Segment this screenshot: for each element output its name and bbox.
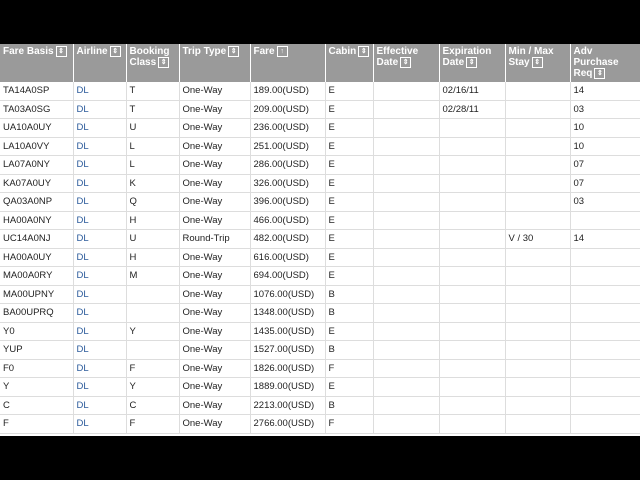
cell-fare: 2213.00(USD) — [250, 396, 325, 415]
airline-link[interactable]: DL — [76, 214, 89, 226]
cell-effective-date — [373, 211, 439, 230]
cell-fare: 1527.00(USD) — [250, 341, 325, 360]
cell-min-max-stay — [505, 285, 570, 304]
table-row — [0, 267, 640, 286]
column-header-effective-date[interactable] — [373, 44, 439, 82]
cell-fare-basis: F0 — [0, 359, 73, 378]
column-header-label: Expiration Date — [442, 46, 492, 69]
cell-expiration-date — [439, 396, 505, 415]
table-row — [0, 119, 640, 138]
airline-link[interactable]: DL — [76, 196, 89, 208]
cell-expiration-date — [439, 156, 505, 175]
table-row — [0, 230, 640, 249]
cell-booking-class: T — [126, 82, 179, 100]
cell-effective-date — [373, 304, 439, 323]
cell-adv-purchase-req — [570, 285, 640, 304]
cell-adv-purchase-req — [570, 341, 640, 360]
cell-fare-basis: LA10A0VY — [0, 137, 73, 156]
cell-cabin: E — [325, 248, 373, 267]
cell-booking-class: F — [126, 415, 179, 434]
cell-trip-type: One-Way — [179, 211, 250, 230]
column-header-label: Effective Date — [376, 46, 419, 69]
cell-effective-date — [373, 82, 439, 100]
cell-min-max-stay — [505, 100, 570, 119]
cell-min-max-stay — [505, 193, 570, 212]
cell-fare-basis: C — [0, 396, 73, 415]
cell-fare: 189.00(USD) — [250, 82, 325, 100]
column-header-fare-basis[interactable] — [0, 44, 73, 82]
cell-airline — [73, 230, 126, 249]
cell-expiration-date — [439, 193, 505, 212]
cell-adv-purchase-req — [570, 248, 640, 267]
cell-cabin: E — [325, 322, 373, 341]
cell-adv-purchase-req — [570, 267, 640, 286]
sort-toggle-icon[interactable]: ⇕ — [158, 57, 169, 68]
cell-min-max-stay: V / 30 — [505, 230, 570, 249]
column-header-label: Adv Purchase Req — [573, 46, 619, 80]
cell-cabin: B — [325, 304, 373, 323]
cell-expiration-date — [439, 304, 505, 323]
cell-booking-class: M — [126, 267, 179, 286]
cell-effective-date — [373, 193, 439, 212]
cell-airline — [73, 211, 126, 230]
column-header-expiration-date[interactable] — [439, 44, 505, 82]
airline-link[interactable]: DL — [76, 399, 89, 411]
cell-cabin: E — [325, 137, 373, 156]
cell-booking-class: L — [126, 137, 179, 156]
cell-cabin: E — [325, 378, 373, 397]
cell-airline — [73, 174, 126, 193]
cell-airline — [73, 156, 126, 175]
cell-fare-basis: QA03A0NP — [0, 193, 73, 212]
fare-table-body — [0, 82, 640, 433]
airline-link[interactable]: DL — [76, 288, 89, 300]
column-header-label: Fare — [253, 46, 275, 58]
sort-ascending-icon[interactable]: ↑ — [277, 46, 288, 57]
cell-booking-class: K — [126, 174, 179, 193]
column-header-label: Fare Basis — [3, 46, 54, 58]
cell-cabin: F — [325, 359, 373, 378]
table-row — [0, 211, 640, 230]
cell-trip-type: One-Way — [179, 137, 250, 156]
table-row — [0, 378, 640, 397]
cell-min-max-stay — [505, 137, 570, 156]
table-row — [0, 359, 640, 378]
cell-adv-purchase-req: 10 — [570, 137, 640, 156]
cell-effective-date — [373, 248, 439, 267]
cell-fare-basis: KA07A0UY — [0, 174, 73, 193]
cell-airline — [73, 378, 126, 397]
cell-fare: 1826.00(USD) — [250, 359, 325, 378]
cell-fare-basis: MA00UPNY — [0, 285, 73, 304]
table-row — [0, 415, 640, 434]
cell-fare: 396.00(USD) — [250, 193, 325, 212]
cell-adv-purchase-req: 03 — [570, 100, 640, 119]
cell-fare: 1889.00(USD) — [250, 378, 325, 397]
cell-effective-date — [373, 378, 439, 397]
column-header-trip-type[interactable] — [179, 44, 250, 82]
cell-fare: 482.00(USD) — [250, 230, 325, 249]
cell-trip-type: Round-Trip — [179, 230, 250, 249]
cell-cabin: B — [325, 396, 373, 415]
column-header-min-max-stay[interactable] — [505, 44, 570, 82]
sort-toggle-icon[interactable]: ⇕ — [400, 57, 411, 68]
cell-expiration-date — [439, 230, 505, 249]
cell-cabin: B — [325, 285, 373, 304]
cell-min-max-stay — [505, 322, 570, 341]
column-header-booking-class[interactable] — [126, 44, 179, 82]
cell-airline — [73, 396, 126, 415]
cell-effective-date — [373, 415, 439, 434]
cell-effective-date — [373, 137, 439, 156]
column-header-label: Airline — [76, 46, 108, 58]
cell-fare: 616.00(USD) — [250, 248, 325, 267]
cell-fare: 236.00(USD) — [250, 119, 325, 138]
airline-link[interactable]: DL — [76, 307, 89, 319]
cell-cabin: B — [325, 341, 373, 360]
cell-adv-purchase-req — [570, 378, 640, 397]
cell-effective-date — [373, 341, 439, 360]
cell-expiration-date — [439, 267, 505, 286]
airline-link[interactable]: DL — [76, 159, 89, 171]
cell-trip-type: One-Way — [179, 267, 250, 286]
cell-min-max-stay — [505, 267, 570, 286]
sort-toggle-icon[interactable]: ⇕ — [56, 46, 67, 57]
table-row — [0, 322, 640, 341]
cell-booking-class: F — [126, 359, 179, 378]
cell-fare: 326.00(USD) — [250, 174, 325, 193]
cell-adv-purchase-req — [570, 396, 640, 415]
cell-cabin: E — [325, 174, 373, 193]
cell-airline — [73, 415, 126, 434]
table-row — [0, 82, 640, 100]
column-header-label: Trip Type — [182, 46, 227, 58]
column-header-label: Booking Class — [129, 46, 170, 69]
cell-min-max-stay — [505, 174, 570, 193]
cell-booking-class: U — [126, 119, 179, 138]
cell-airline — [73, 100, 126, 119]
airline-link[interactable]: DL — [76, 344, 89, 356]
cell-expiration-date — [439, 359, 505, 378]
airline-link[interactable]: DL — [76, 270, 89, 282]
cell-booking-class — [126, 285, 179, 304]
cell-airline — [73, 304, 126, 323]
cell-effective-date — [373, 230, 439, 249]
cell-booking-class: H — [126, 248, 179, 267]
airline-link[interactable]: DL — [76, 140, 89, 152]
cell-expiration-date — [439, 285, 505, 304]
cell-expiration-date — [439, 119, 505, 138]
airline-link[interactable]: DL — [76, 325, 89, 337]
cell-airline — [73, 285, 126, 304]
sort-toggle-icon[interactable]: ⇕ — [466, 57, 477, 68]
airline-link[interactable]: DL — [76, 103, 89, 115]
sort-toggle-icon[interactable]: ⇕ — [358, 46, 369, 57]
cell-trip-type: One-Way — [179, 396, 250, 415]
cell-fare: 1076.00(USD) — [250, 285, 325, 304]
cell-booking-class: Y — [126, 378, 179, 397]
cell-airline — [73, 82, 126, 100]
table-row — [0, 193, 640, 212]
cell-fare-basis: HA00A0UY — [0, 248, 73, 267]
cell-adv-purchase-req: 03 — [570, 193, 640, 212]
cell-airline — [73, 193, 126, 212]
cell-booking-class: Y — [126, 322, 179, 341]
column-header-fare[interactable] — [250, 44, 325, 82]
airline-link[interactable]: DL — [76, 418, 89, 430]
cell-cabin: E — [325, 211, 373, 230]
cell-trip-type: One-Way — [179, 378, 250, 397]
cell-trip-type: One-Way — [179, 248, 250, 267]
cell-cabin: E — [325, 100, 373, 119]
cell-expiration-date — [439, 378, 505, 397]
cell-airline — [73, 267, 126, 286]
sort-toggle-icon[interactable]: ⇕ — [228, 46, 239, 57]
cell-fare-basis: TA14A0SP — [0, 82, 73, 100]
cell-min-max-stay — [505, 359, 570, 378]
table-row — [0, 285, 640, 304]
cell-expiration-date: 02/16/11 — [439, 82, 505, 100]
cell-trip-type: One-Way — [179, 285, 250, 304]
cell-trip-type: One-Way — [179, 359, 250, 378]
cell-adv-purchase-req — [570, 322, 640, 341]
cell-airline — [73, 248, 126, 267]
cell-fare: 1348.00(USD) — [250, 304, 325, 323]
cell-adv-purchase-req — [570, 211, 640, 230]
cell-trip-type: One-Way — [179, 322, 250, 341]
cell-expiration-date — [439, 174, 505, 193]
cell-effective-date — [373, 174, 439, 193]
cell-adv-purchase-req — [570, 304, 640, 323]
cell-trip-type: One-Way — [179, 174, 250, 193]
table-row — [0, 341, 640, 360]
cell-effective-date — [373, 322, 439, 341]
cell-booking-class — [126, 341, 179, 360]
cell-min-max-stay — [505, 341, 570, 360]
cell-fare-basis: TA03A0SG — [0, 100, 73, 119]
airline-link[interactable]: DL — [76, 381, 89, 393]
cell-fare-basis: UC14A0NJ — [0, 230, 73, 249]
cell-cabin: E — [325, 119, 373, 138]
cell-fare: 694.00(USD) — [250, 267, 325, 286]
cell-effective-date — [373, 119, 439, 138]
cell-trip-type: One-Way — [179, 341, 250, 360]
cell-cabin: F — [325, 415, 373, 434]
airline-link[interactable]: DL — [76, 362, 89, 374]
airline-link[interactable]: DL — [76, 233, 89, 245]
cell-airline — [73, 137, 126, 156]
cell-min-max-stay — [505, 211, 570, 230]
cell-min-max-stay — [505, 156, 570, 175]
cell-airline — [73, 119, 126, 138]
column-header-label: Min / Max Stay — [508, 46, 554, 69]
cell-cabin: E — [325, 82, 373, 100]
sort-toggle-icon[interactable]: ⇕ — [110, 46, 121, 57]
cell-booking-class: T — [126, 100, 179, 119]
cell-effective-date — [373, 267, 439, 286]
cell-fare: 466.00(USD) — [250, 211, 325, 230]
cell-effective-date — [373, 100, 439, 119]
cell-expiration-date: 02/28/11 — [439, 100, 505, 119]
cell-airline — [73, 359, 126, 378]
cell-fare-basis: LA07A0NY — [0, 156, 73, 175]
cell-trip-type: One-Way — [179, 415, 250, 434]
cell-fare-basis: Y — [0, 378, 73, 397]
cell-effective-date — [373, 396, 439, 415]
table-row — [0, 304, 640, 323]
cell-adv-purchase-req: 10 — [570, 119, 640, 138]
cell-adv-purchase-req: 14 — [570, 230, 640, 249]
cell-min-max-stay — [505, 119, 570, 138]
cell-effective-date — [373, 359, 439, 378]
cell-trip-type: One-Way — [179, 304, 250, 323]
cell-effective-date — [373, 156, 439, 175]
cell-fare-basis: MA00A0RY — [0, 267, 73, 286]
cell-booking-class: H — [126, 211, 179, 230]
cell-min-max-stay — [505, 415, 570, 434]
column-header-label: Cabin — [328, 46, 357, 58]
cell-min-max-stay — [505, 396, 570, 415]
cell-effective-date — [373, 285, 439, 304]
cell-airline — [73, 341, 126, 360]
cell-expiration-date — [439, 415, 505, 434]
cell-min-max-stay — [505, 82, 570, 100]
cell-adv-purchase-req: 07 — [570, 156, 640, 175]
airline-link[interactable]: DL — [76, 177, 89, 189]
cell-fare-basis: YUP — [0, 341, 73, 360]
column-header-adv-purchase-req[interactable] — [570, 44, 640, 82]
table-row — [0, 137, 640, 156]
cell-expiration-date — [439, 341, 505, 360]
table-row — [0, 396, 640, 415]
cell-fare-basis: F — [0, 415, 73, 434]
cell-cabin: E — [325, 193, 373, 212]
airline-link[interactable]: DL — [76, 122, 89, 134]
cell-fare-basis: Y0 — [0, 322, 73, 341]
cell-cabin: E — [325, 156, 373, 175]
cell-cabin: E — [325, 267, 373, 286]
fare-results-screen — [0, 44, 640, 436]
cell-min-max-stay — [505, 304, 570, 323]
table-row — [0, 248, 640, 267]
table-row — [0, 100, 640, 119]
airline-link[interactable]: DL — [76, 251, 89, 263]
cell-fare: 286.00(USD) — [250, 156, 325, 175]
cell-fare-basis: BA00UPRQ — [0, 304, 73, 323]
cell-adv-purchase-req: 07 — [570, 174, 640, 193]
cell-fare-basis: UA10A0UY — [0, 119, 73, 138]
cell-booking-class: Q — [126, 193, 179, 212]
cell-trip-type: One-Way — [179, 82, 250, 100]
cell-airline — [73, 322, 126, 341]
sort-toggle-icon[interactable]: ⇕ — [532, 57, 543, 68]
cell-expiration-date — [439, 211, 505, 230]
cell-adv-purchase-req — [570, 359, 640, 378]
sort-toggle-icon[interactable]: ⇕ — [594, 68, 605, 79]
cell-expiration-date — [439, 137, 505, 156]
cell-adv-purchase-req: 14 — [570, 82, 640, 100]
cell-fare: 209.00(USD) — [250, 100, 325, 119]
cell-fare: 1435.00(USD) — [250, 322, 325, 341]
table-row — [0, 174, 640, 193]
cell-fare: 2766.00(USD) — [250, 415, 325, 434]
cell-booking-class: C — [126, 396, 179, 415]
cell-trip-type: One-Way — [179, 119, 250, 138]
cell-min-max-stay — [505, 248, 570, 267]
cell-booking-class: L — [126, 156, 179, 175]
cell-expiration-date — [439, 248, 505, 267]
header-row — [0, 44, 640, 82]
cell-expiration-date — [439, 322, 505, 341]
cell-trip-type: One-Way — [179, 156, 250, 175]
cell-booking-class — [126, 304, 179, 323]
column-header-airline[interactable] — [73, 44, 126, 82]
cell-min-max-stay — [505, 378, 570, 397]
column-header-cabin[interactable] — [325, 44, 373, 82]
airline-link[interactable]: DL — [76, 85, 89, 97]
cell-trip-type: One-Way — [179, 100, 250, 119]
fare-table-header — [0, 44, 640, 82]
cell-cabin: E — [325, 230, 373, 249]
cell-fare: 251.00(USD) — [250, 137, 325, 156]
cell-adv-purchase-req — [570, 415, 640, 434]
cell-booking-class: U — [126, 230, 179, 249]
cell-fare-basis: HA00A0NY — [0, 211, 73, 230]
fare-table — [0, 44, 640, 434]
table-row — [0, 156, 640, 175]
cell-trip-type: One-Way — [179, 193, 250, 212]
